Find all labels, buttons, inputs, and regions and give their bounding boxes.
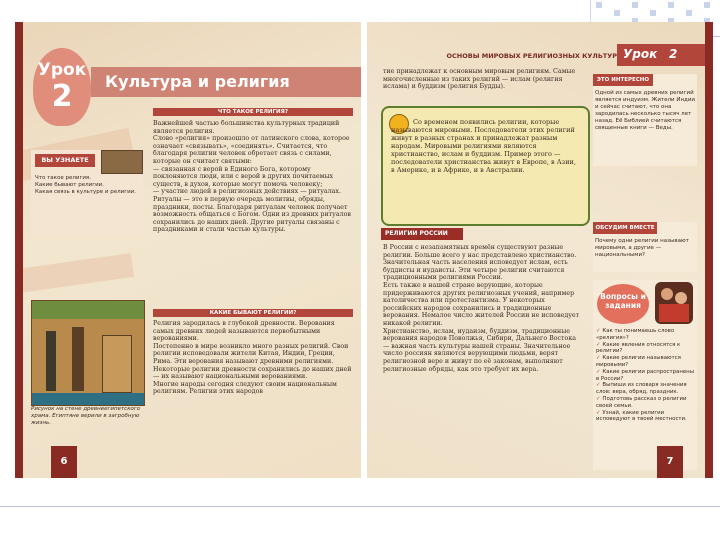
text-column (153, 120, 353, 300)
paragraph: Многие народы сегодня следуют своим национальным религиям. Религии этих народов (153, 380, 337, 396)
page-number: 7 (657, 446, 683, 478)
deco-square (596, 2, 602, 8)
paragraph: Есть также в нашей стране верующие, которые придерживаются других религиозных учений, например католичества или протестантизма. У некоторых российских народов сохранились и традиционные верования. Немалое число жителей России не исповедует никакой религии. (383, 281, 580, 327)
children-photo (655, 282, 693, 324)
fresco-border (32, 301, 144, 319)
book-illustration (101, 150, 143, 174)
paragraph: Важнейшей частью большинства культурных традиций является религия. (153, 120, 340, 135)
egyptian-fresco-image (31, 300, 145, 406)
text-column (153, 320, 353, 460)
question-item: ✓ Узнай, какие религии исповедуют в твоей местности. (596, 409, 687, 423)
sidebar-item: Какая связь в культуре и религии. (35, 189, 136, 195)
fresco-figure (72, 327, 84, 391)
paragraph: Христианство, ислам, иудаизм, буддизм, традиционные верования народов Поволжья, Сибири, Дальнего Востока — важная часть культуры нашей страны. Значительное число россиян являются верующими людьми, верят религиозной вере и живут по её законам, выполняют религиозные обряды, как это требует их вера. (383, 327, 577, 373)
title-bar (91, 67, 361, 97)
image-caption: Рисунок на стене древнеегипетского храма. Египтяне верили в загробную жизнь. (31, 406, 141, 426)
lesson-label: Урок (37, 60, 87, 80)
fresco-figure (46, 331, 56, 391)
lesson-tab (617, 44, 705, 66)
section-heading: ЧТО ТАКОЕ РЕЛИГИЯ? (153, 108, 353, 116)
sidebar-box (593, 222, 697, 272)
deco-square (632, 2, 638, 8)
lesson-tab-label: Урок (623, 47, 658, 61)
sidebar-title: ВЫ УЗНАЕТЕ (35, 154, 95, 167)
sidebar-text: Почему одни религии называют мировыми, а другие — национальными? (595, 238, 689, 258)
section-heading-band (381, 228, 463, 240)
page-number: 6 (51, 446, 77, 478)
deco-square (650, 10, 656, 16)
paragraph: В России с незапамятных времён существуют разные религии. Больше всего у нас представлено христианство. Значительная часть населения исповедует ислам, есть буддисты и иудаисты. Эти четыре религии считаются традиционными религиями России. (383, 244, 577, 282)
deco-square (686, 10, 692, 16)
photo-clothing (659, 304, 689, 322)
running-head: ОСНОВЫ МИРОВЫХ РЕЛИГИОЗНЫХ КУЛЬТУР (446, 52, 617, 60)
sidebar-box (593, 74, 697, 166)
sidebar-item: Какие бывают религии. (35, 182, 104, 188)
paragraph: — участие людей в религиозных действиях — ритуалах. Ритуалы — это в первую очередь молитвы, обряды, праздники, посты. Благодаря ритуалам человек получает возможность общаться с Богом. Одни из древних ритуалов сохранились до наших дней. Другие ритуалы связаны с праздниками и стали частью культуры. (153, 188, 351, 234)
sidebar-text: Одной из самых древних религий является индуизм. Жители Индии и сейчас считают, что она зародилась несколько тысяч лет назад. Её Библией считаются священные книги — Веды. (595, 90, 696, 131)
paragraph: Религия зародилась в глубокой древности. Верования самых древних людей называются первобытными верованиями. (153, 320, 335, 343)
question-item: ✓ Какие явления относятся к религии? (596, 341, 681, 355)
text-column (383, 244, 583, 468)
deco-square (614, 10, 620, 16)
section-heading: РЕЛИГИИ РОССИИ (385, 230, 448, 237)
lesson-badge (33, 48, 91, 126)
left-page (15, 22, 361, 478)
deco-line (0, 506, 720, 507)
page-title: Культура и религия (105, 72, 290, 91)
sidebar-box (31, 150, 143, 236)
questions-panel (593, 280, 697, 470)
highlight-text: Со временем появились религии, которые называются мировыми. Последователи этих религий живут в разных странах и принадлежат разным народам. Мировыми религиями являются христианство, ислам и буддизм. Пример этого — последователи христианства живут в Европе, в Азии, в Америке, и в Африке, и в Австралии. (391, 118, 576, 174)
paragraph: — связанная с верой в Единого Бога, которому поклоняются люди, или с верой в других почитаемых существ, в духов, которые могут помочь человеку; (153, 165, 334, 188)
photo-face (675, 292, 687, 304)
lesson-tab-number: 2 (669, 47, 678, 61)
fresco-figure (102, 335, 132, 393)
section-heading: КАКИЕ БЫВАЮТ РЕЛИГИИ? (153, 309, 353, 317)
question-item: ✓ Выпиши из словаря значения слов: вера, обряд, праздник. (596, 382, 687, 396)
photo-face (661, 288, 673, 300)
fresco-border (32, 393, 144, 405)
highlight-box (381, 106, 590, 226)
paragraph: Слово «религия» произошло от латинского слова, которое означает «связывать», «соединять». Считается, что благодаря религии человек обретает связь с силами, которые он считает святыми: (153, 135, 350, 165)
question-item: ✓ Какие религии распространены в России? (596, 368, 694, 382)
sidebar-title: ОБСУДИМ ВМЕСТЕ (593, 222, 657, 234)
lesson-number: 2 (51, 79, 73, 114)
question-item: ✓ Подготовь рассказ о религии своей семьи. (596, 395, 687, 409)
paragraph: тие принадлежат к основным мировым религиям. Самые многочисленные из таких религий — ислам (религия ислама) и буддизм (религия Будды). (383, 68, 576, 91)
right-page (367, 22, 713, 478)
question-item: ✓ Какие религии называются мировыми? (596, 355, 681, 368)
sidebar-item: Что такое религия. (35, 175, 91, 181)
sidebar-title: ЭТО ИНТЕРЕСНО (593, 74, 653, 86)
question-item: ✓ Как ты понимаешь слово «религия»? (596, 328, 675, 341)
deco-square (704, 2, 710, 8)
questions-title: Вопросы и задания (597, 284, 649, 324)
paragraph: Постепенно в мире возникло много разных религий. Свои религии исповедовали жители Китая, Индии, Греции, Рима. Эти верования называют древними религиями. (153, 342, 349, 365)
paragraph: Некоторые религии древности сохранились до наших дней — их называют национальными верованиями. (153, 365, 352, 381)
deco-square (668, 2, 674, 8)
